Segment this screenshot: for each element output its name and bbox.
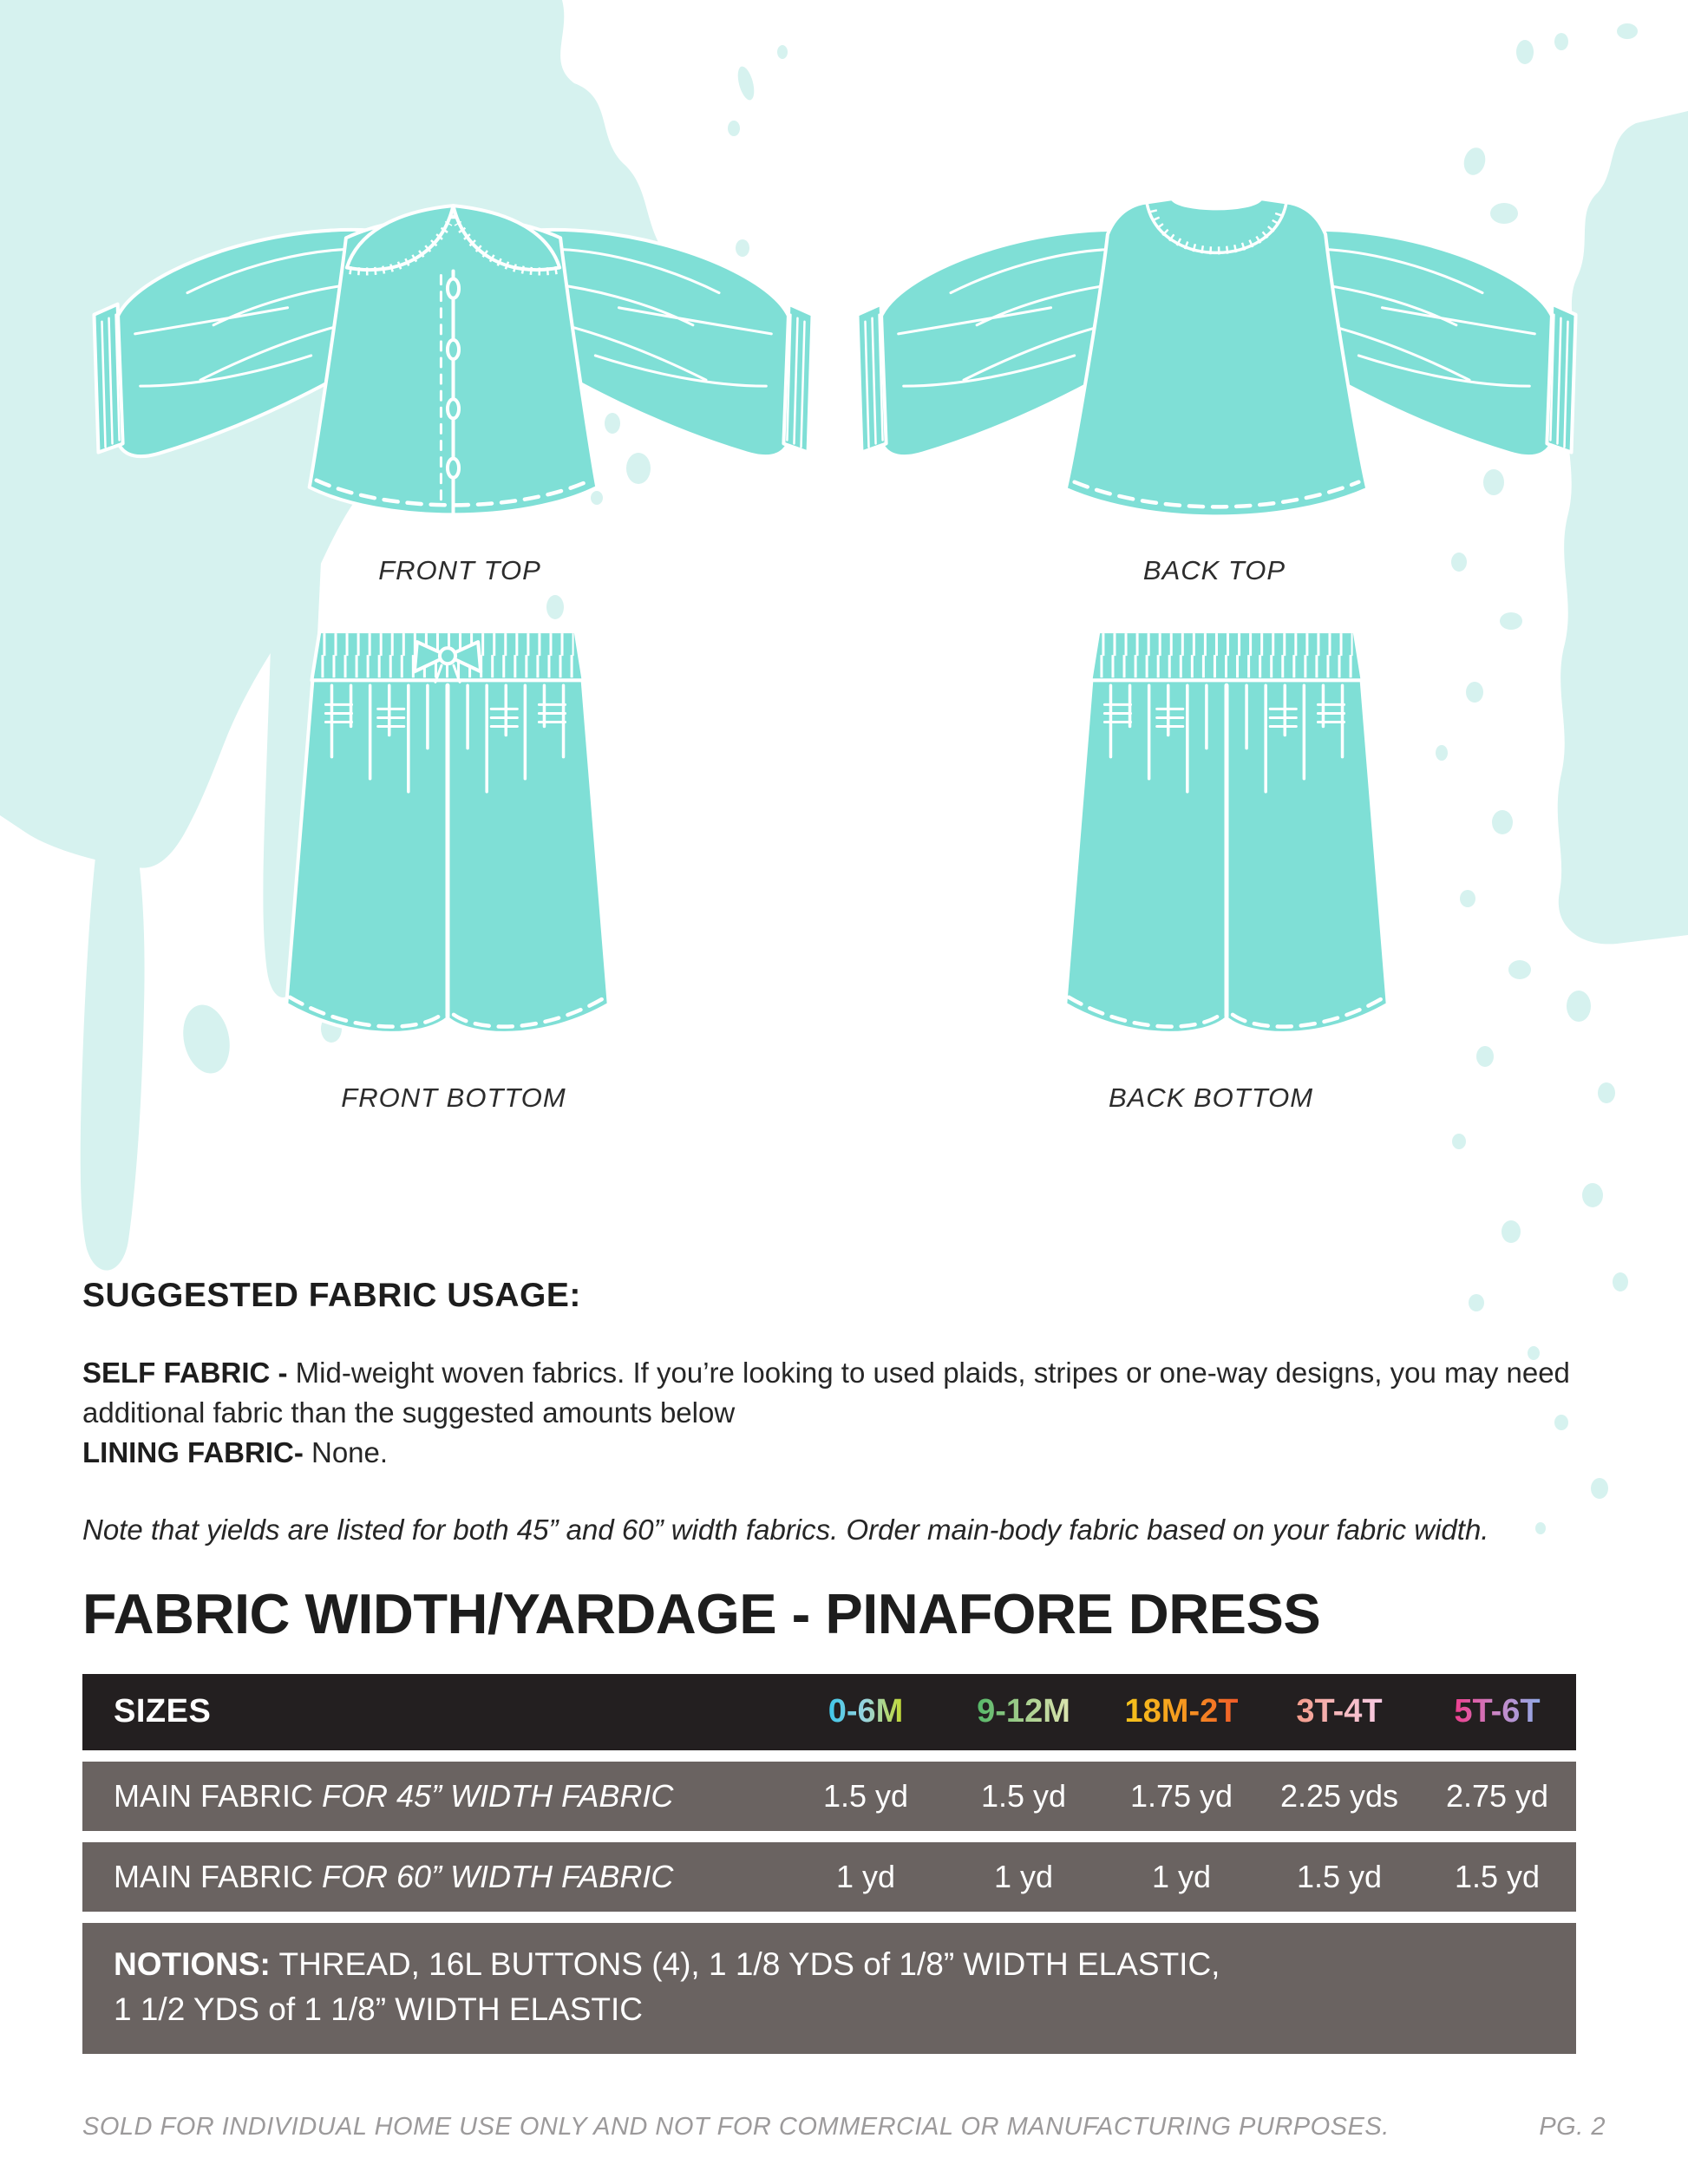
- cell-45-9-12m: 1.5 yd: [980, 1777, 1067, 1814]
- table-header-row: [82, 1674, 1576, 1750]
- sizes-header-label: SIZES: [114, 1693, 212, 1730]
- front-top-label: FRONT TOP: [378, 555, 541, 585]
- lining-fabric-line: [82, 1433, 1639, 1473]
- yardage-table: [82, 1674, 1576, 2054]
- self-fabric-label: SELF FABRIC -: [82, 1357, 288, 1389]
- cell-60-3t-4t: 1.5 yd: [1296, 1858, 1383, 1894]
- cell-60-9-12m: 1 yd: [993, 1858, 1054, 1894]
- cell-45-5t-6t: 2.75 yd: [1445, 1777, 1549, 1814]
- yardage-note: Note that yields are listed for both 45” and 60” width fabrics. Order main-body fabric based on your fabric width.: [82, 1513, 1489, 1546]
- notions-line2: 1 1/2 YDS of 1 1/8” WIDTH ELASTIC: [114, 1991, 644, 2028]
- footer: [82, 2113, 1606, 2141]
- cell-45-3t-4t: 2.25 yds: [1279, 1777, 1399, 1814]
- cell-45-18m-2t: 1.75 yd: [1129, 1777, 1233, 1814]
- notions-label: NOTIONS:: [114, 1945, 271, 1982]
- content-column: [82, 1277, 1639, 2054]
- footer-disclaimer: SOLD FOR INDIVIDUAL HOME USE ONLY AND NOT FOR COMMERCIAL OR MANUFACTURING PURPOSES.: [82, 2113, 1390, 2141]
- size-column-5t-6t: 5T-6T: [1454, 1693, 1541, 1730]
- blouse-front-illustration: [82, 184, 824, 533]
- size-column-3t-4t: 3T-4T: [1296, 1693, 1383, 1730]
- notions-line1: THREAD, 16L BUTTONS (4), 1 1/8 YDS of 1/8” WIDTH ELASTIC,: [270, 1945, 1220, 1982]
- lining-fabric-label: LINING FABRIC-: [82, 1436, 304, 1469]
- front-bottom-label: FRONT BOTTOM: [341, 1082, 566, 1113]
- cell-60-5t-6t: 1.5 yd: [1454, 1858, 1541, 1894]
- size-column-18m-2t: 18M-2T: [1124, 1693, 1239, 1730]
- table-row-main-fabric-45: MAIN FABRIC FOR 45” WIDTH FABRIC 1.5 yd 1.5 yd 1.75 yd 2.25 yds 2.75 yd: [82, 1762, 1576, 1831]
- usage-heading: SUGGESTED FABRIC USAGE:: [82, 1277, 581, 1314]
- notions-row: [82, 1923, 1576, 2054]
- size-column-9-12m: 9-12M: [977, 1693, 1070, 1730]
- size-column-0-6m: 0-6M: [828, 1693, 904, 1730]
- cell-60-0-6m: 1 yd: [835, 1858, 896, 1894]
- self-fabric-text: Mid-weight woven fabrics. If you’re looking to used plaids, stripes or one-way designs, you may need additional fabric than the suggested amounts below: [82, 1357, 1570, 1429]
- back-top-label: BACK TOP: [1142, 555, 1286, 585]
- shorts-back-illustration: [1057, 618, 1397, 1049]
- shorts-front-illustration: [278, 618, 618, 1049]
- back-bottom-label: BACK BOTTOM: [1108, 1082, 1314, 1113]
- footer-page-number: PG. 2: [1539, 2113, 1606, 2141]
- cell-60-18m-2t: 1 yd: [1151, 1858, 1212, 1894]
- lining-fabric-text: None.: [303, 1436, 389, 1469]
- self-fabric-paragraph: [82, 1353, 1639, 1433]
- table-row-main-fabric-60: MAIN FABRIC FOR 60” WIDTH FABRIC 1 yd 1 yd 1 yd 1.5 yd 1.5 yd: [82, 1842, 1576, 1912]
- cell-45-0-6m: 1.5 yd: [822, 1777, 909, 1814]
- yardage-title: FABRIC WIDTH/YARDAGE - PINAFORE DRESS: [82, 1581, 1321, 1645]
- blouse-back-illustration: [846, 184, 1587, 533]
